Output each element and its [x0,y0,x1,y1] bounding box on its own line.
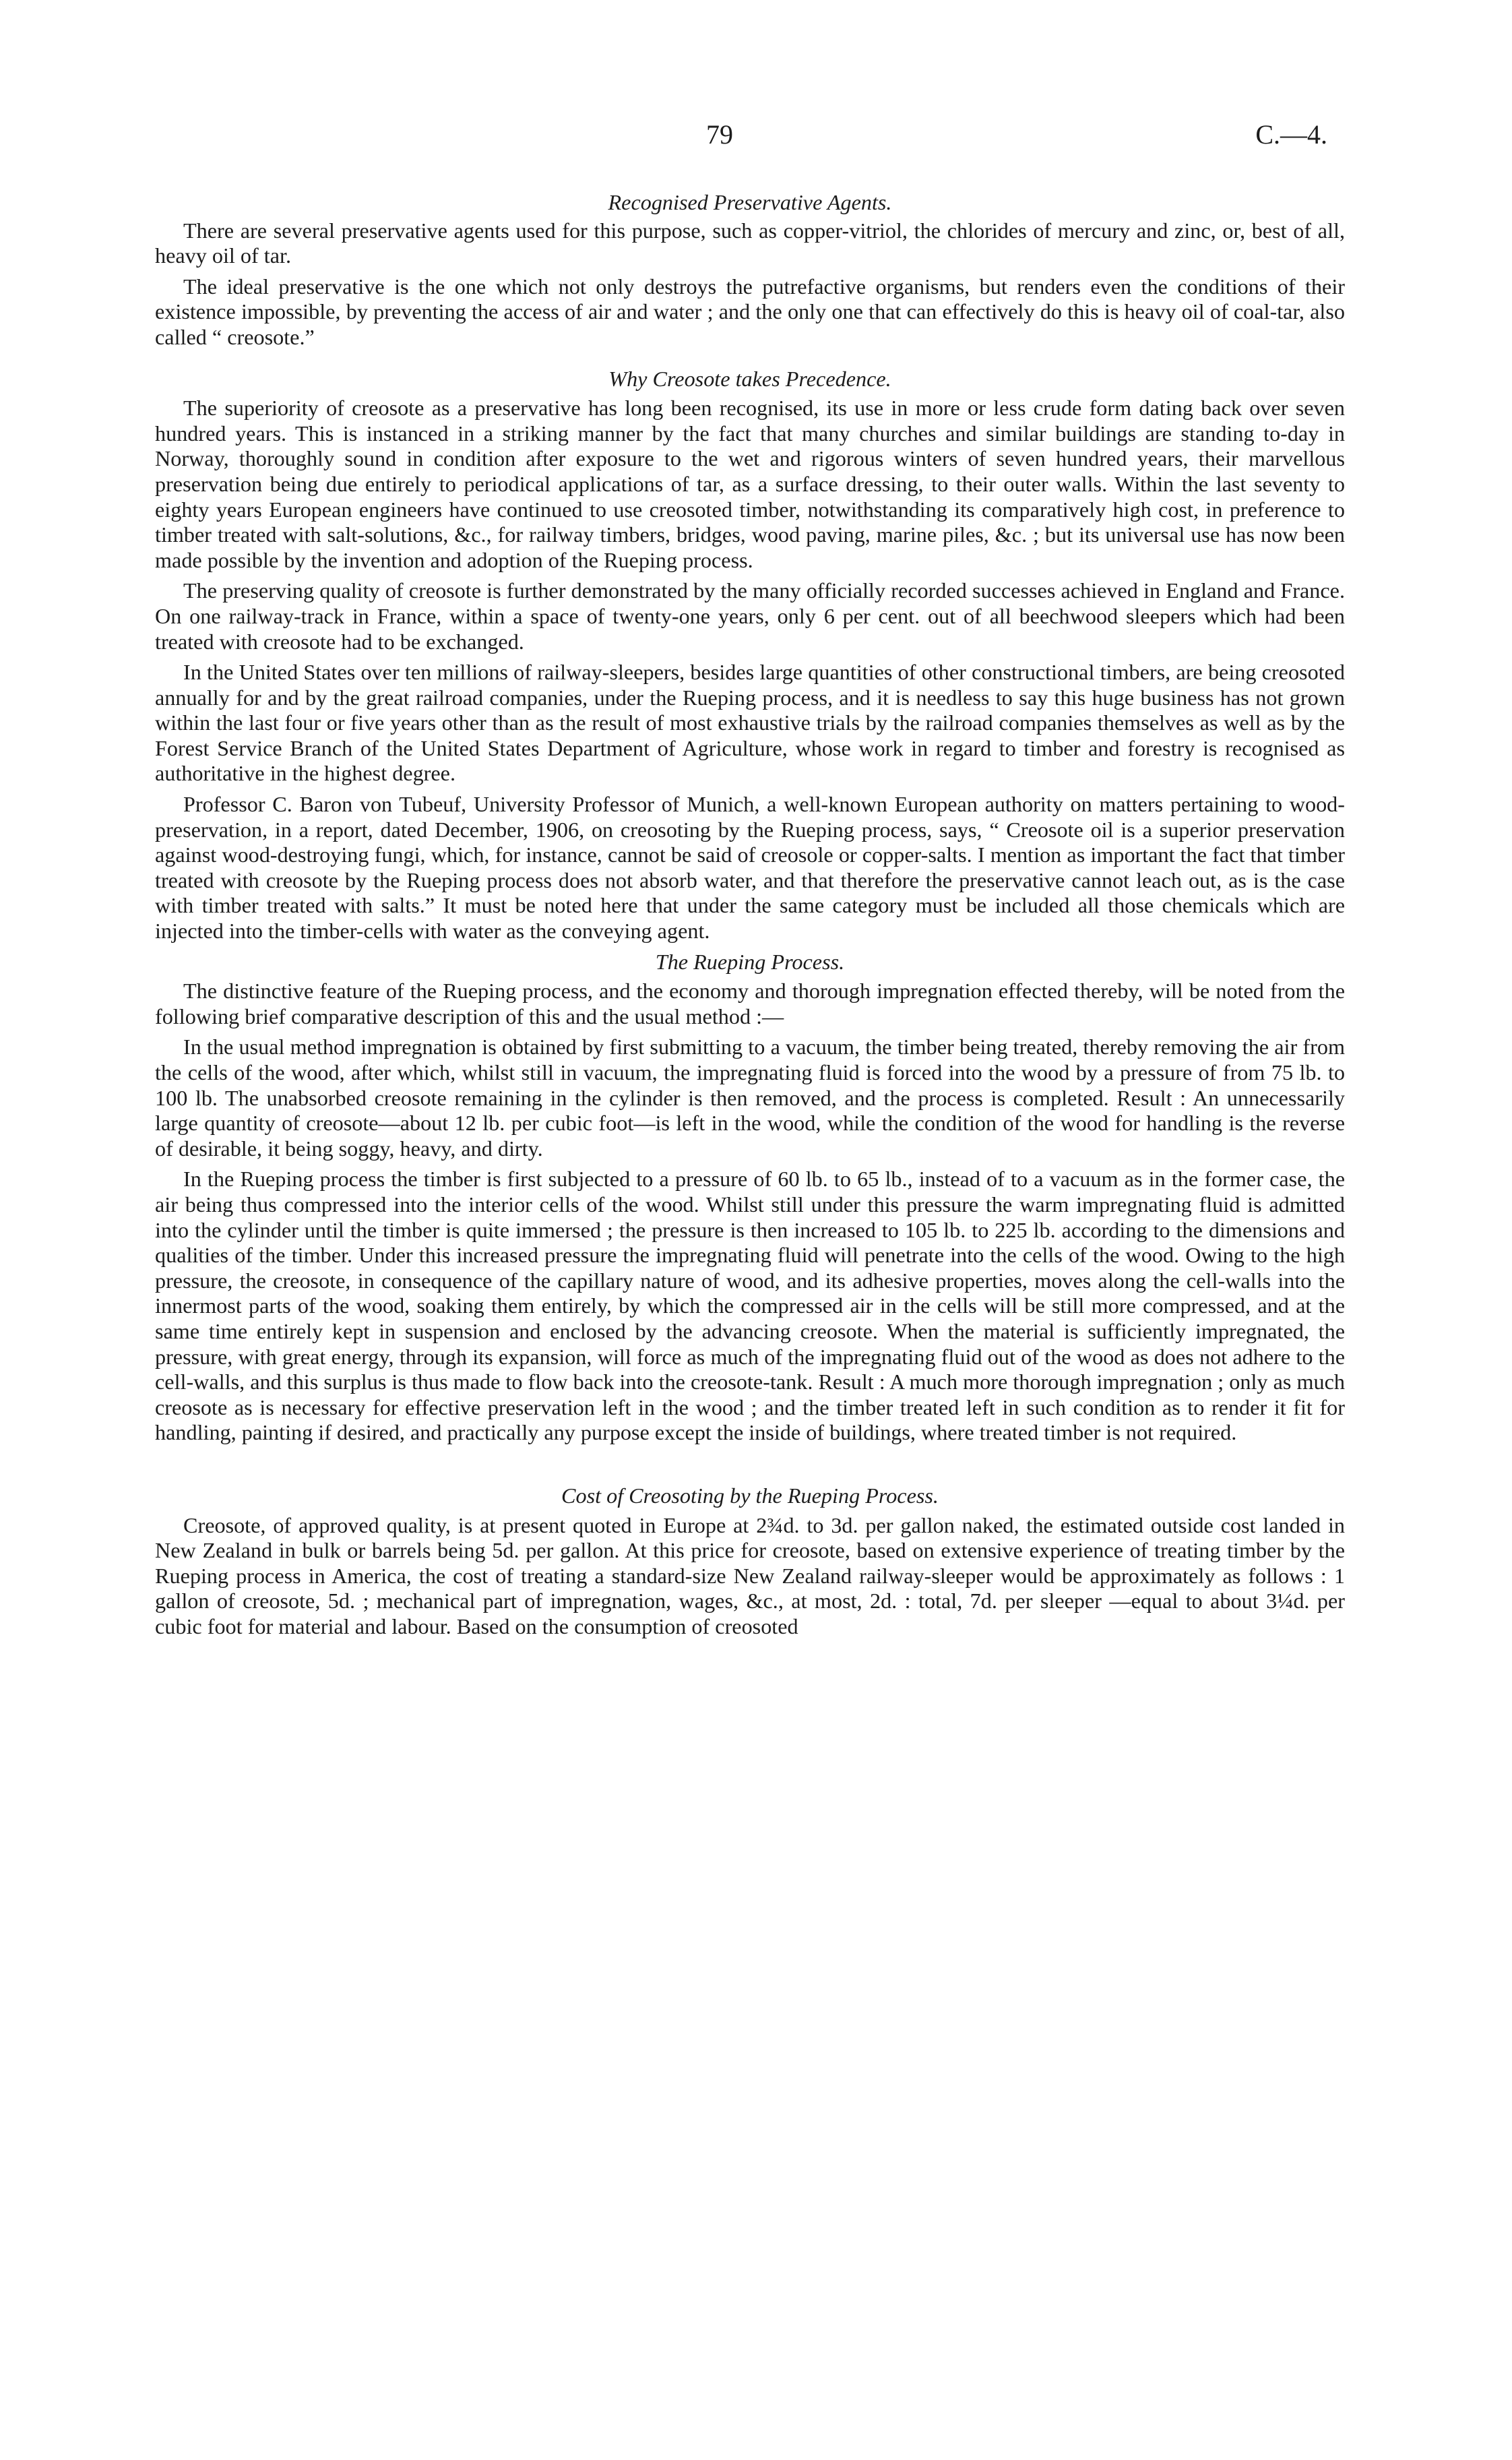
section-creosoting-cost [155,1483,1345,1640]
document-body [155,190,1345,1644]
section-preservative-agents [155,190,1345,350]
section-heading: Cost of Creosoting by the Rueping Process. [561,1483,939,1508]
section-heading: Why Creosote takes Precedence. [608,366,891,391]
paragraph: Creosote, of approved quality, is at present quoted in Europe at 2¾d. to 3d. per gallon naked, the estimated outside cost landed in New Zealand in bulk or barrels being 5d. per gallon. At this price for creosote, based on extensive experience of treating timber by the Rueping process in America, the cost of treating a standard-size New Zealand railway-sleeper would be approximately as follows : 1 gallon of creosote, 5d. ; mechanical part of impregnation, wages, &c., at most, 2d. : total, 7d. per sleeper —equal to about 3¼d. per cubic foot for material and labour. Based on the consumption of creosoted [155,1512,1345,1638]
paragraph: In the usual method impregnation is obtained by first submitting to a vacuum, the timber being treated, thereby removing the air from the cells of the wood, after which, whilst still in vacuum, the impregnating fluid is forced into the wood by a pressure of from 75 lb. to 100 lb. The unabsorbed creosote remaining in the cylinder is then removed, and the process is completed. Result : An unnecessarily large quantity of creosote—about 12 lb. per cubic foot—is left in the wood, while the condition of the wood for handling is the reverse of desirable, it being soggy, heavy, and dirty. [155,1035,1345,1161]
paragraph: The preserving quality of creosote is further demonstrated by the many officially recorded successes achieved in England and France. On one railway-track in France, within a space of twenty-one years, only 6 per cent. out of all beechwood sleepers which had been treated with creosote had to be exchanged. [155,578,1345,654]
page-header [0,119,1512,159]
paragraph: There are several preservative agents used for this purpose, such as copper-vitriol, the chlorides of mercury and zinc, or, best of all, heavy oil of tar. [155,218,1345,268]
section-rueping-process [155,950,1345,1446]
paragraph: Professor C. Baron von Tubeuf, University Professor of Munich, a well-known European authority on matters pertaining to wood-preservation, in a report, dated December, 1906, on creosoting by the Rueping process, says, “ Creosote oil is a superior preservation against wood-destroying fungi, which, for instance, cannot be said of creosole or copper-salts. I mention as important the fact that timber treated with creosote by the Rueping process does not absorb water, and that therefore the preservative cannot leach out, as is the case with timber treated with salts.” It must be noted here that under the same category must be included all those chemicals which are injected into the timber-cells with water as the conveying agent. [155,792,1345,944]
paragraph: In the Rueping process the timber is first subjected to a pressure of 60 lb. to 65 lb., instead of to a vacuum as in the former case, the air being thus compressed into the interior cells of the wood. Whilst still under this pressure the warm impregnating fluid is admitted into the cylinder until the timber is quite immersed ; the pressure is then increased to 105 lb. to 225 lb. according to the dimensions and qualities of the timber. Under this increased pressure the impregnating fluid will penetrate into the cells of the wood. Owing to the high pressure, the creosote, in consequence of the capillary nature of wood, and its adhesive properties, moves along the cell-walls into the innermost parts of the wood, soaking them entirely, by which the compressed air in the cells will be still more compressed, and at the same time entirely kept in suspension and enclosed by the advancing creosote. When the material is sufficiently impregnated, the pressure, with great energy, through its expansion, will force as much of the impregnating fluid out of the wood as does not adhere to the cell-walls, and this surplus is thus made to flow back into the creosote-tank. Result : A much more thorough impregnation ; only as much creosote as is necessary for effective preservation left in the wood ; and the timber treated left in such condition as to render it fit for handling, painting if desired, and practically any purpose except the inside of buildings, where treated timber is not required. [155,1167,1345,1445]
document-code: C.—4. [1255,119,1327,150]
paragraph: The distinctive feature of the Rueping process, and the economy and thorough impregnation effected thereby, will be noted from the following brief comparative description of this and the usual method :— [155,979,1345,1028]
section-creosote-precedence [155,367,1345,944]
paragraph: The superiority of creosote as a preservative has long been recognised, its use in more or less crude form dating back over seven hundred years. This is instanced in a striking manner by the fact that many churches and similar buildings are standing to-day in Norway, thoroughly sound in condition after exposure to the wet and rigorous winters of seven hundred years, their marvellous preservation being due entirely to periodical applications of tar, as a surface dressing, to their outer walls. Within the last seventy to eighty years European engineers have continued to use creosoted timber, notwithstanding its comparatively high cost, in preference to timber treated with salt-solutions, &c., for railway timbers, bridges, wood paving, marine piles, &c. ; but its universal use has now been made possible by the invention and adoption of the Rueping process. [155,396,1345,572]
page-number: 79 [706,119,733,150]
paragraph: In the United States over ten millions of railway-sleepers, besides large quantities of other constructional timbers, are being creosoted annually for and by the great railroad companies, under the Rueping process, and it is needless to say this huge business has not grown within the last four or five years other than as the result of most exhaustive trials by the railroad companies themselves as well as by the Forest Service Branch of the United States Department of Agriculture, whose work in regard to timber and forestry is recognised as authoritative in the highest degree. [155,660,1345,786]
section-heading: The Rueping Process. [655,949,845,974]
section-heading: Recognised Preservative Agents. [608,190,892,214]
paragraph: The ideal preservative is the one which not only destroys the putrefactive organisms, but renders even the conditions of their existence impossible, by preventing the access of air and water ; and the only one that can effectively do this is heavy oil of coal-tar, also called “ creosote.” [155,274,1345,349]
